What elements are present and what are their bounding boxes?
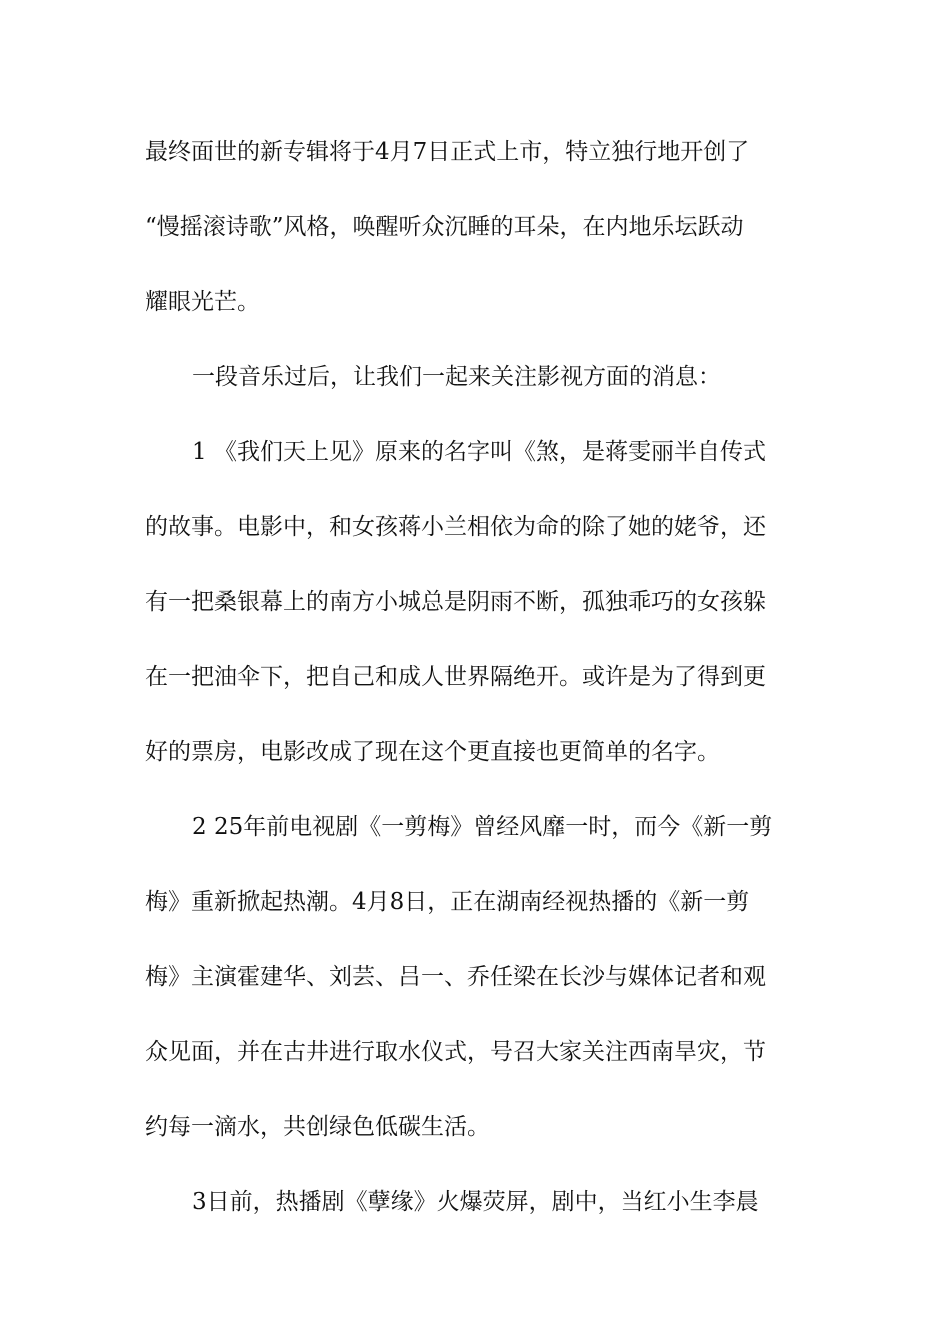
text-line: 在一把油伞下，把自己和成人世界隔绝开。或许是为了得到更 [145, 664, 766, 690]
text-line: 梅》重新掀起热潮。4月8日，正在湖南经视热播的《新一剪 [145, 889, 750, 915]
text-line: 有一把桑银幕上的南方小城总是阴雨不断，孤独乖巧的女孩躲 [145, 589, 766, 615]
text-line: “慢摇滚诗歌”风格，唤醒听众沉睡的耳朵，在内地乐坛跃动 [145, 214, 744, 240]
paragraph-start-line: 1 《我们天上见》原来的名字叫《煞，是蒋雯丽半自传式 [192, 439, 766, 465]
text-line: 梅》主演霍建华、刘芸、吕一、乔任梁在长沙与媒体记者和观 [145, 964, 766, 990]
text-line: 的故事。电影中，和女孩蒋小兰相依为命的除了她的姥爷，还 [145, 514, 766, 540]
text-line: 耀眼光芒。 [145, 289, 260, 315]
text-line: 最终面世的新专辑将于4月7日正式上市，特立独行地开创了 [145, 139, 750, 165]
text-line: 众见面，并在古井进行取水仪式，号召大家关注西南旱灾，节 [145, 1039, 766, 1065]
paragraph-start-line: 2 25年前电视剧《一剪梅》曾经风靡一时，而今《新一剪 [192, 814, 773, 840]
paragraph-start-line: 一段音乐过后，让我们一起来关注影视方面的消息： [192, 364, 721, 390]
text-line: 好的票房，电影改成了现在这个更直接也更简单的名字。 [145, 739, 720, 765]
paragraph-start-line: 3日前，热播剧《孽缘》火爆荧屏，剧中，当红小生李晨 [192, 1189, 759, 1215]
text-line: 约每一滴水，共创绿色低碳生活。 [145, 1114, 490, 1140]
